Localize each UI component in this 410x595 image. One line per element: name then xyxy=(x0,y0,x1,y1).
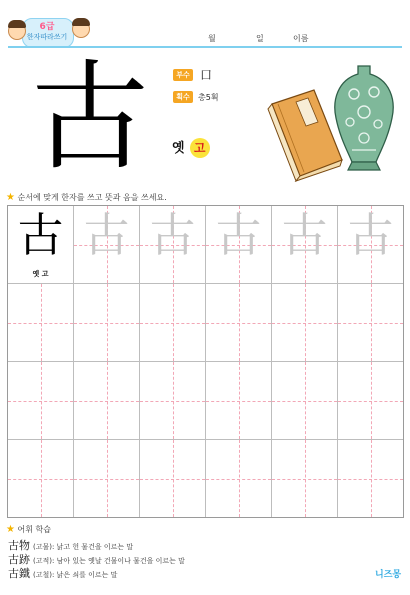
practice-cell[interactable] xyxy=(8,284,74,362)
practice-cell[interactable] xyxy=(8,362,74,440)
meaning-text: 옛 xyxy=(172,141,185,156)
trace-char: 古 xyxy=(83,208,130,262)
vocab-desc: (고적): 남아 있는 옛날 건물이나 물건을 이르는 말 xyxy=(33,557,185,565)
practice-cell[interactable] xyxy=(338,440,403,517)
kid-left-icon xyxy=(8,22,26,40)
practice-cell[interactable] xyxy=(272,440,338,517)
trace-cell[interactable] xyxy=(338,206,403,284)
practice-cell[interactable] xyxy=(140,284,206,362)
practice-cell[interactable] xyxy=(74,362,140,440)
practice-instruction: 순서에 맞게 한자를 쓰고 뜻과 음을 쓰세요. xyxy=(17,193,167,202)
day-label: 일 xyxy=(256,34,264,43)
sound-circle: 고 xyxy=(190,138,210,158)
practice-grid xyxy=(7,205,404,518)
trace-char: 古 xyxy=(215,208,262,262)
vocab-item xyxy=(8,565,117,581)
practice-cell[interactable] xyxy=(272,362,338,440)
strokes-tag: 획수 xyxy=(173,91,193,103)
trace-cell[interactable] xyxy=(272,206,338,284)
model-cell xyxy=(8,206,74,284)
star-icon: ★ xyxy=(6,524,15,535)
trace-char: 古 xyxy=(149,208,196,262)
vocab-desc: (고철): 낡은 쇠를 이르는 말 xyxy=(33,571,118,579)
vocab-hanja: 古物 xyxy=(8,539,30,552)
trace-char: 古 xyxy=(347,208,394,262)
practice-cell[interactable] xyxy=(272,284,338,362)
model-char: 古 xyxy=(17,208,64,262)
practice-cell[interactable] xyxy=(74,284,140,362)
strokes-value: 총5획 xyxy=(198,93,219,102)
radical-tag: 부수 xyxy=(173,69,193,81)
practice-cell[interactable] xyxy=(206,284,272,362)
practice-cell[interactable] xyxy=(74,440,140,517)
month-label: 월 xyxy=(208,34,216,43)
vocab-title: 어휘 학습 xyxy=(17,525,51,534)
grade-label: 6급 xyxy=(39,22,55,32)
radical-value: 口 xyxy=(200,68,213,82)
practice-cell[interactable] xyxy=(338,362,403,440)
worksheet-title: 한자따라쓰기 xyxy=(26,33,68,41)
trace-cell[interactable] xyxy=(74,206,140,284)
practice-cell[interactable] xyxy=(140,362,206,440)
vocab-hanja: 古鐵 xyxy=(8,567,30,580)
practice-instruction-row xyxy=(6,192,167,203)
model-caption: 옛 고 xyxy=(32,270,49,278)
vocab-title-row xyxy=(6,524,51,535)
practice-cell[interactable] xyxy=(338,284,403,362)
name-label: 이름 xyxy=(293,34,309,43)
main-hanja: 古 xyxy=(30,48,149,186)
trace-cell[interactable] xyxy=(206,206,272,284)
vocab-hanja: 古跡 xyxy=(8,553,30,566)
trace-cell[interactable] xyxy=(140,206,206,284)
meaning-sound xyxy=(172,137,210,158)
practice-cell[interactable] xyxy=(140,440,206,517)
publisher-logo: 니즈몽 xyxy=(375,570,402,580)
practice-cell[interactable] xyxy=(206,362,272,440)
trace-char: 古 xyxy=(281,208,328,262)
grade-badge xyxy=(6,12,86,48)
practice-cell[interactable] xyxy=(206,440,272,517)
vocab-desc: (고물): 낡고 헌 물건을 이르는 말 xyxy=(33,543,134,551)
kid-right-icon xyxy=(72,20,90,38)
practice-cell[interactable] xyxy=(8,440,74,517)
celadon-vase-icon xyxy=(330,64,398,172)
star-icon: ★ xyxy=(6,192,15,203)
